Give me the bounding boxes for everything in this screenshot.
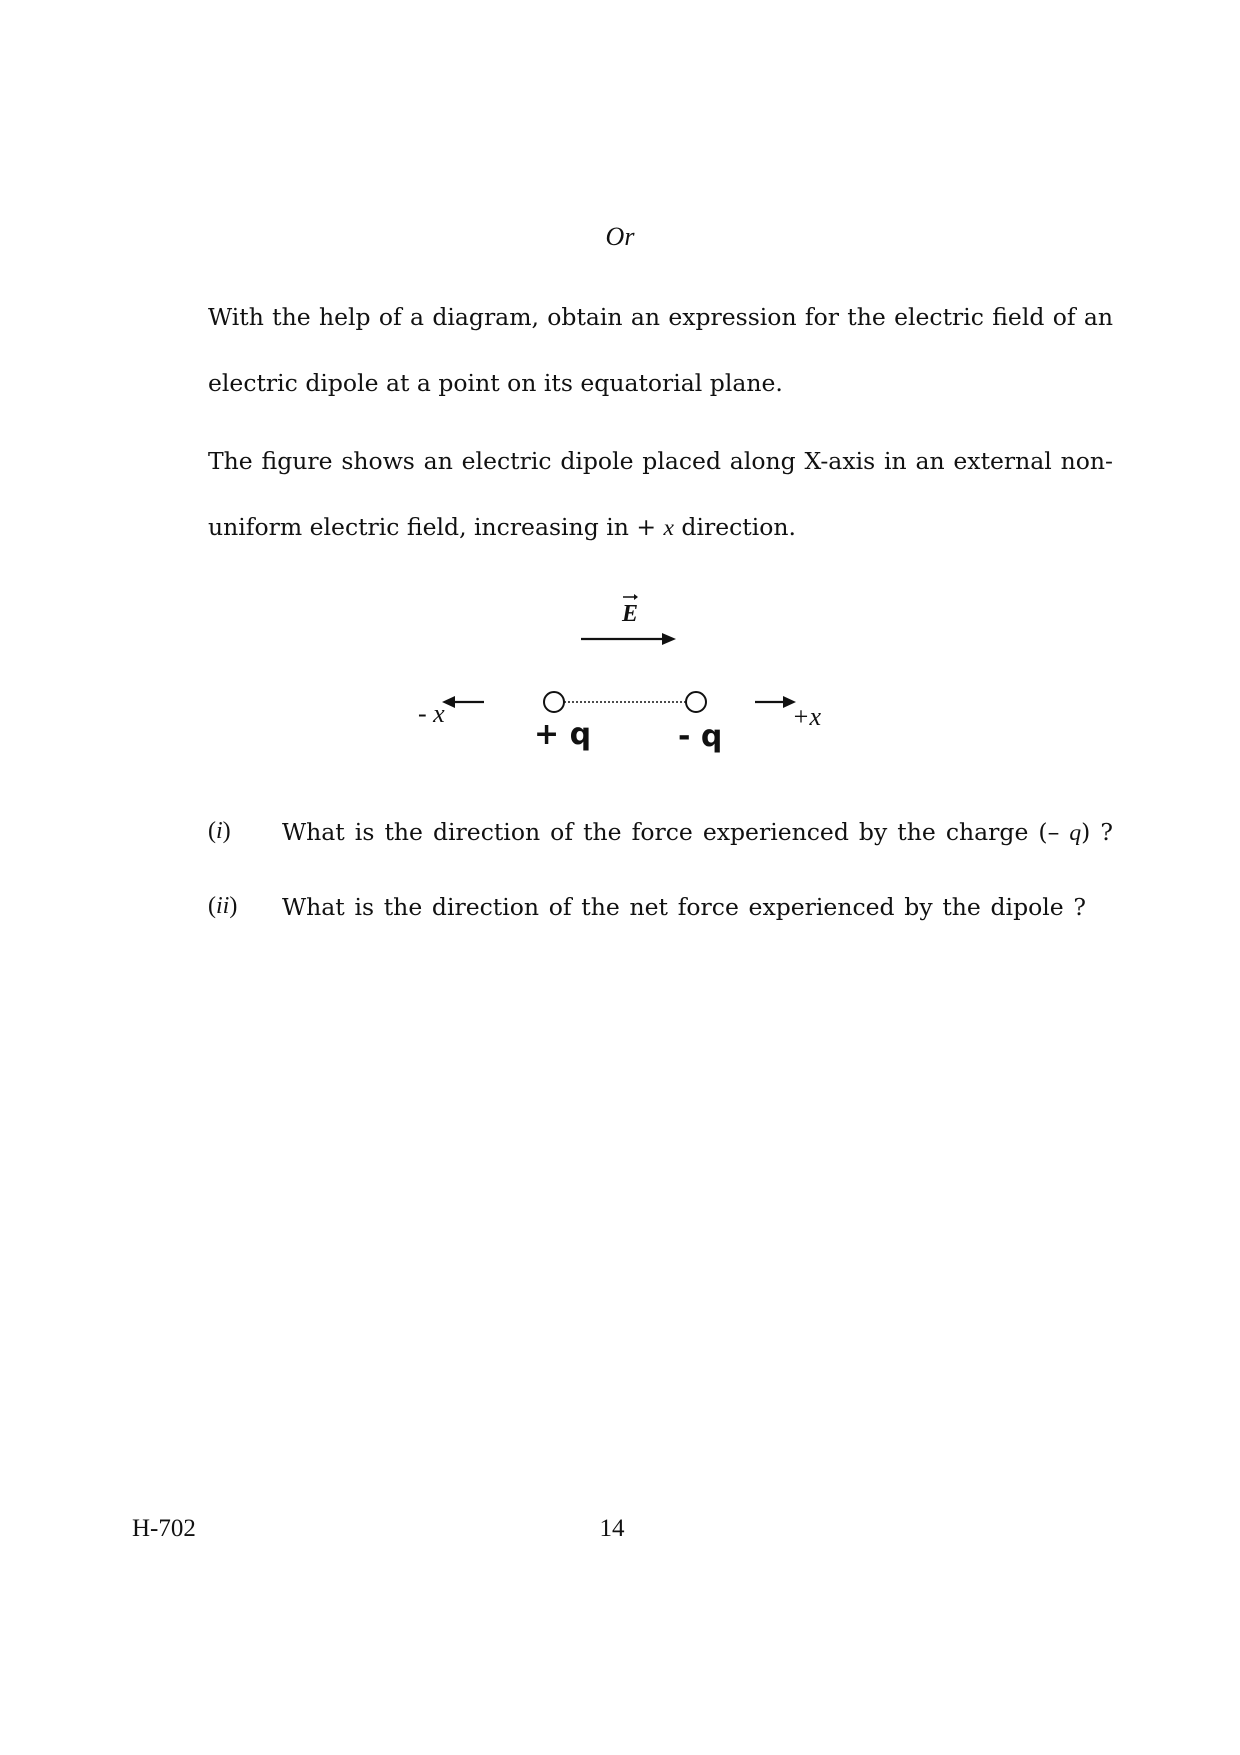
sub-question-number — [208, 893, 237, 920]
paragraph-2-line-2-start: uniform electric field, increasing in + — [208, 513, 664, 541]
paren-close: ) — [222, 818, 231, 844]
positive-charge-label: + q — [534, 717, 592, 752]
paren-close: ) — [229, 893, 238, 919]
variable-x: x — [663, 515, 674, 541]
paragraph-2-line-2 — [208, 494, 1113, 561]
paragraph-1-line-2: electric dipole at a point on its equatorial plane. — [208, 369, 783, 397]
negative-charge-label: - q — [678, 719, 723, 754]
dipole-figure — [400, 590, 860, 770]
paragraph-2-line-1: The figure shows an electric dipole placed along X-axis in an external non- — [208, 447, 1113, 475]
roman-numeral: ii — [216, 893, 230, 919]
sub-question-text — [282, 818, 1113, 847]
variable-q: q — [1069, 820, 1082, 846]
sub-question-text-end: ) ? — [1081, 818, 1113, 846]
paragraph-2-line-2-end: direction. — [673, 513, 796, 541]
sub-question-ii — [208, 893, 1113, 933]
roman-numeral: i — [216, 818, 223, 844]
minus-x-label: - x — [418, 699, 445, 728]
sub-question-text: What is the direction of the net force experienced by the dipole ? — [282, 893, 1086, 921]
paragraph-1-line-1: With the help of a diagram, obtain an expression for the electric field of an — [208, 303, 1113, 331]
paren-open: ( — [208, 818, 216, 844]
or-heading: Or — [605, 222, 635, 251]
plus-x-label: +x — [792, 702, 822, 731]
field-arrow-head — [662, 633, 676, 645]
question-paragraph-2 — [208, 428, 1113, 561]
question-paragraph-1 — [208, 284, 1113, 416]
page-number: 14 — [599, 1515, 625, 1542]
sub-question-text-start: What is the direction of the force experienced by the charge (– — [282, 818, 1070, 846]
sub-question-number — [208, 818, 231, 845]
field-label: E — [622, 601, 639, 627]
positive-charge-circle — [544, 692, 564, 712]
paper-code: H-702 — [132, 1515, 196, 1542]
paren-open: ( — [208, 893, 216, 919]
sub-question-i — [208, 818, 1113, 858]
e-vector-arrow-head — [634, 594, 638, 600]
negative-charge-circle — [686, 692, 706, 712]
